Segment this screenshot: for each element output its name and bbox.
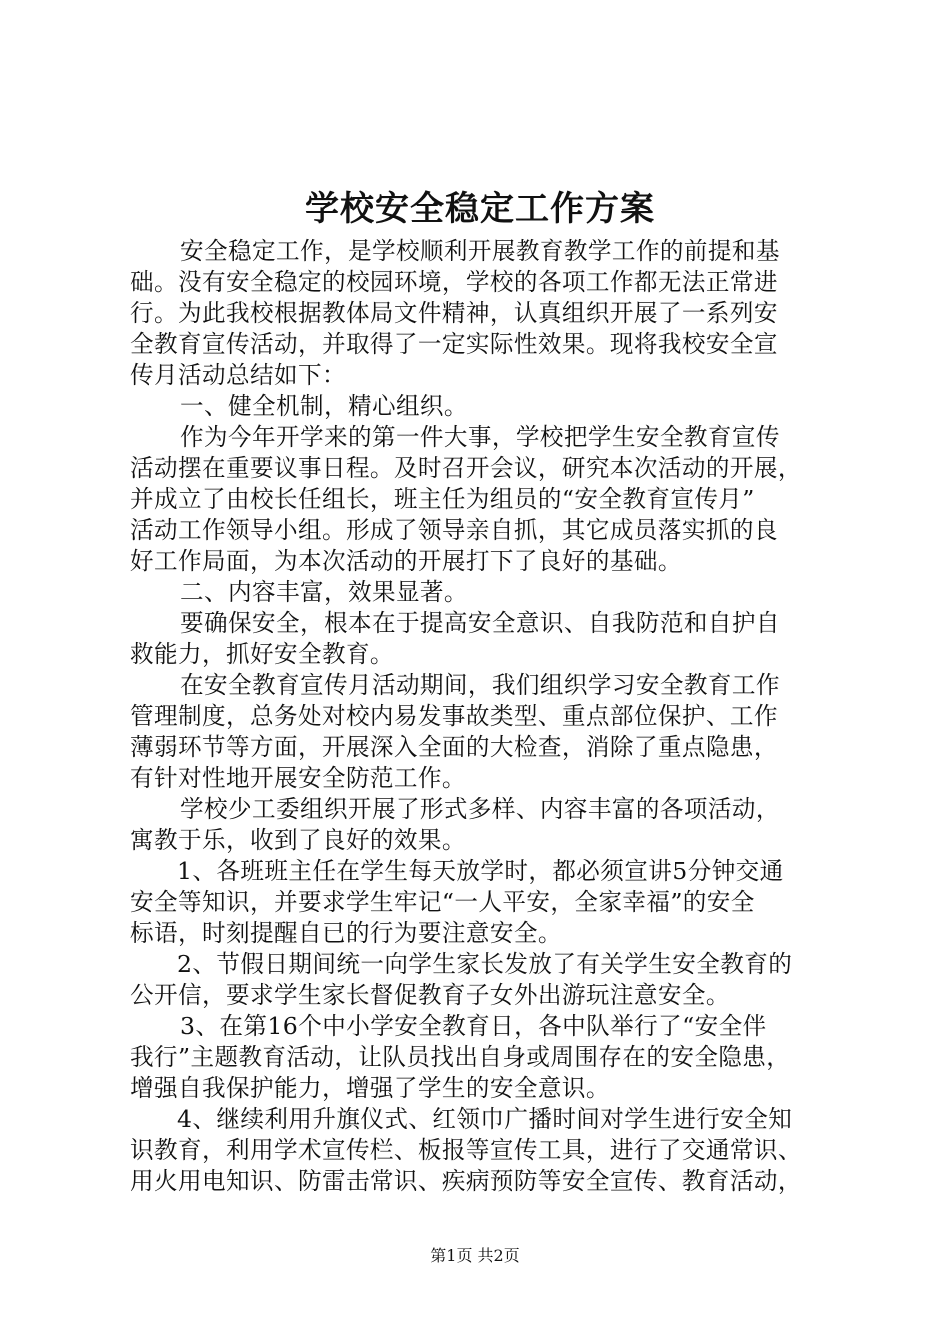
page-number-footer: 第1页 共2页 [430, 1246, 520, 1265]
text-line: 有针对性地开展安全防范工作。 [130, 764, 466, 792]
text-line: 我行”主题教育活动，让队员找出自身或周围存在的安全隐患， [130, 1043, 791, 1071]
text-line: 用火用电知识、防雷击常识、疾病预防等安全宣传、教育活动， [130, 1167, 802, 1195]
list-item: 3、在第16个中小学安全教育日，各中队举行了“安全伴 [180, 1012, 767, 1040]
document-title: 学校安全稳定工作方案 [305, 189, 655, 229]
text-line: 作为今年开学来的第一件大事，学校把学生安全教育宣传 [180, 423, 780, 451]
text-line: 活动摆在重要议事日程。及时召开会议，研究本次活动的开展， [130, 454, 802, 482]
document-body [130, 236, 832, 1197]
text-line: 薄弱环节等方面，开展深入全面的大检查，消除了重点隐患， [130, 733, 778, 761]
text-line: 识教育，利用学术宣传栏、板报等宣传工具，进行了交通常识、 [130, 1136, 802, 1164]
text-line: 公开信，要求学生家长督促教育子女外出游玩注意安全。 [130, 981, 730, 1009]
text-line: 安全稳定工作，是学校顺利开展教育教学工作的前提和基 [180, 237, 780, 265]
text-line: 活动工作领导小组。形成了领导亲自抓，其它成员落实抓的良 [130, 516, 778, 544]
text-line: 寓教于乐，收到了良好的效果。 [130, 826, 466, 854]
text-line: 并成立了由校长任组长，班主任为组员的“安全教育宣传月” [130, 485, 755, 513]
text-line: 救能力，抓好安全教育。 [130, 640, 394, 668]
text-line: 安全等知识，并要求学生牢记“一人平安，全家幸福”的安全 [130, 888, 755, 916]
list-item: 2、节假日期间统一向学生家长发放了有关学生安全教育的 [177, 950, 793, 978]
text-line: 传月活动总结如下： [130, 361, 346, 389]
text-line: 要确保安全，根本在于提高安全意识、自我防范和自护自 [180, 609, 780, 637]
text-line: 管理制度，总务处对校内易发事故类型、重点部位保护、工作 [130, 702, 778, 730]
list-item: 4、继续利用升旗仪式、红领巾广播时间对学生进行安全知 [177, 1105, 793, 1133]
text-line: 全教育宣传活动，并取得了一定实际性效果。现将我校安全宣 [130, 330, 778, 358]
section-heading: 二、内容丰富，效果显著。 [180, 578, 468, 606]
text-line: 好工作局面，为本次活动的开展打下了良好的基础。 [130, 547, 682, 575]
text-line: 学校少工委组织开展了形式多样、内容丰富的各项活动， [180, 795, 780, 823]
text-line: 增强自我保护能力，增强了学生的安全意识。 [130, 1074, 610, 1102]
text-line: 础。没有安全稳定的校园环境，学校的各项工作都无法正常进 [130, 268, 778, 296]
text-line: 标语，时刻提醒自已的行为要注意安全。 [130, 919, 562, 947]
section-heading: 一、健全机制，精心组织。 [180, 392, 468, 420]
text-line: 行。为此我校根据教体局文件精神，认真组织开展了一系列安 [130, 299, 778, 327]
text-line: 在安全教育宣传月活动期间，我们组织学习安全教育工作 [180, 671, 780, 699]
list-item: 1、各班班主任在学生每天放学时，都必须宣讲5分钟交通 [177, 857, 784, 885]
